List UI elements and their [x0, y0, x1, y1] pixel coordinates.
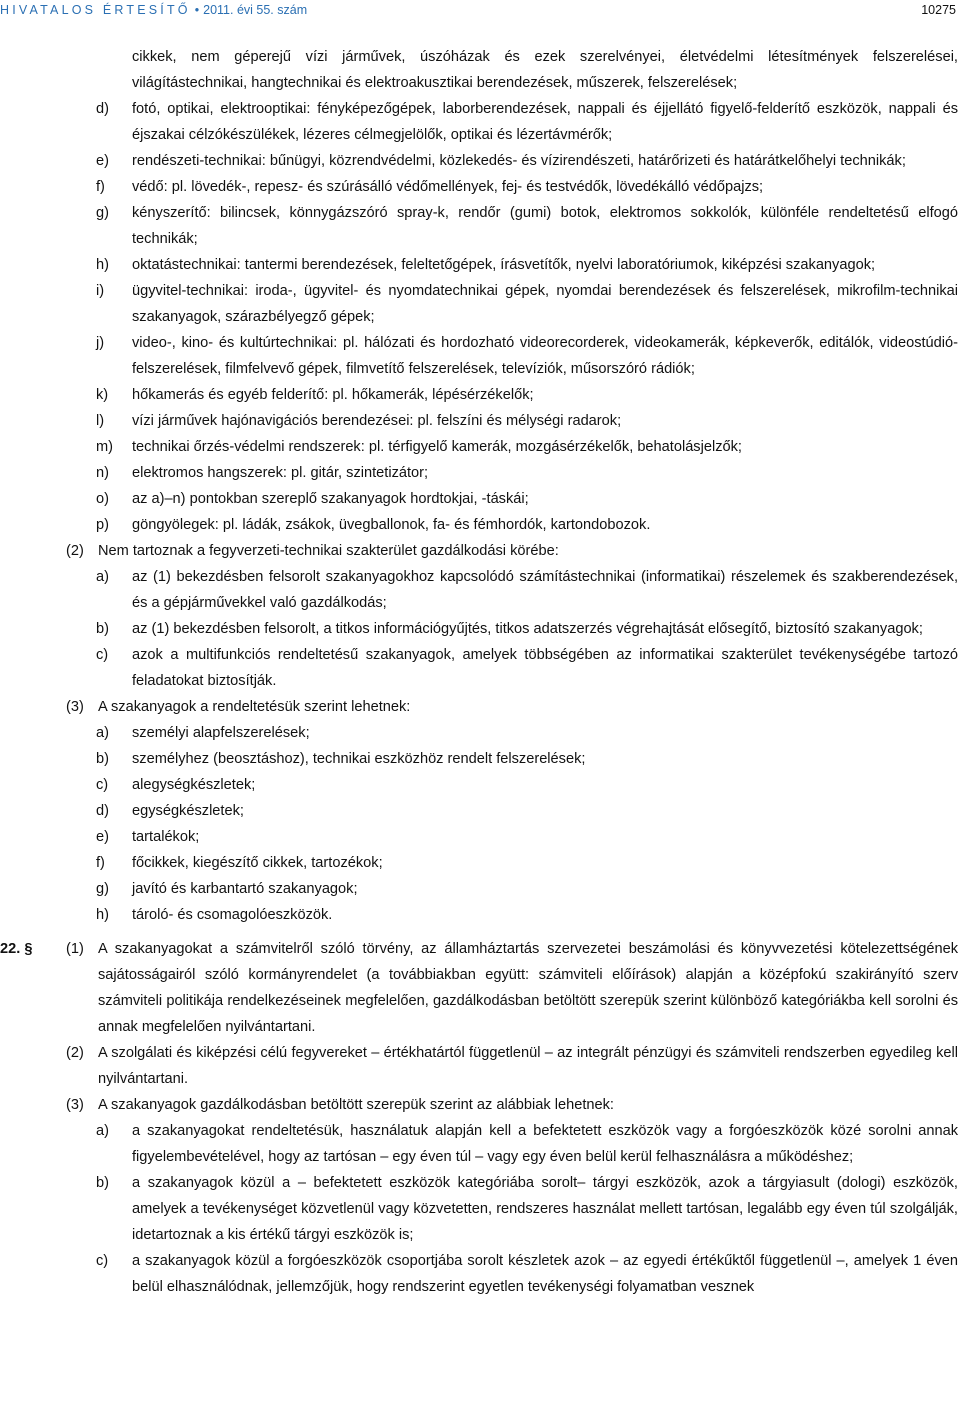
- header-separator: •: [194, 3, 200, 17]
- list-item: [0, 486, 958, 512]
- item-text: az a)–n) pontokban szereplő szakanyagok hordtokjai, -táskái;: [132, 491, 529, 507]
- item-text: az (1) bekezdésben felsorolt, a titkos információgyűjtés, titkos adatszerzés végrehajtását elősegítő, biztosító szakanyagok;: [132, 621, 923, 637]
- list-item: [0, 720, 958, 746]
- item-text: védő: pl. lövedék-, repesz- és szúrásálló védőmellények, fej- és testvédők, lövedékálló védőpajzs;: [132, 179, 764, 195]
- role-list: [0, 1118, 958, 1300]
- item-text: a szakanyagok közül a forgóeszközök csoportjába sorolt készletek azok – az egyedi értékűktől függetlenül –, amelyek 1 éven belül elhasználódnak, jellemzőjük, hogy rendszerint egyetlen tevékenységi folyamatban vesznek: [132, 1253, 958, 1295]
- intro-continuation: cikkek, nem géperejű vízi járművek, úszóházak és ezek szerelvényei, életvédelmi létesítmények felszerelései, világítástechnikai, hangtechnikai és elektroakusztikai berendezések, műszerek, felszerelések;: [132, 49, 958, 91]
- item-label: g): [96, 205, 109, 221]
- item-label: e): [96, 153, 109, 169]
- header-left: [0, 0, 307, 20]
- item-text: rendészeti-technikai: bűnügyi, közrendvédelmi, közlekedés- és vízirendészeti, határőrizeti és határátkelőhelyi technikák;: [132, 153, 906, 169]
- item-label: a): [96, 725, 109, 741]
- item-label: i): [96, 283, 105, 299]
- list-item: [0, 1170, 958, 1248]
- list-item: [0, 96, 958, 148]
- list-item: [0, 1248, 958, 1300]
- item-text: tároló- és csomagolóeszközök.: [132, 907, 333, 923]
- item-label: f): [96, 179, 105, 195]
- list-item: [0, 252, 958, 278]
- paragraph-label: (2): [66, 1045, 84, 1061]
- issue-number: 2011. évi 55. szám: [203, 3, 308, 17]
- list-item: [0, 382, 958, 408]
- item-text: elektromos hangszerek: pl. gitár, szintetizátor;: [132, 465, 429, 481]
- list-item: [0, 512, 958, 538]
- item-text: azok a multifunkciós rendeltetésű szakanyagok, amelyek többségében az informatikai szakterület tevékenységébe tartozó feladatokat biztosítják.: [132, 647, 958, 689]
- item-label: c): [96, 647, 109, 663]
- journal-title: HIVATALOS ÉRTESÍTŐ: [0, 3, 191, 17]
- list-item: [0, 902, 958, 928]
- item-label: c): [96, 777, 109, 793]
- item-label: m): [96, 439, 114, 455]
- list-item: [0, 772, 958, 798]
- item-label: j): [96, 335, 105, 351]
- item-label: f): [96, 855, 105, 871]
- list-item: [0, 200, 958, 252]
- item-text: tartalékok;: [132, 829, 200, 845]
- item-label: a): [96, 1123, 109, 1139]
- paragraph-text: A szakanyagok a rendeltetésük szerint lehetnek:: [98, 699, 411, 715]
- item-text: hőkamerás és egyéb felderítő: pl. hőkamerák, lépésérzékelők;: [132, 387, 534, 403]
- list-item: [0, 174, 958, 200]
- list-item: [0, 642, 958, 694]
- paragraph-text: A szolgálati és kiképzési célú fegyvereket – értékhatártól függetlenül – az integrált pénzügyi és számviteli rendszerben egyedileg kell nyilvántartani.: [98, 1045, 958, 1087]
- list-item: [0, 1118, 958, 1170]
- list-item: [0, 278, 958, 330]
- item-label: h): [96, 257, 109, 273]
- list-item: [0, 824, 958, 850]
- paragraph-text: Nem tartoznak a fegyverzeti-technikai szakterület gazdálkodási körébe:: [98, 543, 559, 559]
- item-text: ügyvitel-technikai: iroda-, ügyvitel- és nyomdatechnikai gépek, nyomdai berendezések és felszerelések, mikrofilm-technikai szakanyagok, szárazbélyegző gépek;: [132, 283, 958, 325]
- exclusion-list: [0, 564, 958, 694]
- purpose-list: [0, 720, 958, 928]
- list-item: [0, 746, 958, 772]
- item-text: személyhez (beosztáshoz), technikai eszközhöz rendelt felszerelések;: [132, 751, 586, 767]
- section-22-para-3: [0, 1092, 958, 1118]
- list-item: [0, 330, 958, 382]
- item-text: javító és karbantartó szakanyagok;: [132, 881, 358, 897]
- item-label: b): [96, 751, 109, 767]
- item-text: főcikkek, kiegészítő cikkek, tartozékok;: [132, 855, 383, 871]
- item-label: o): [96, 491, 109, 507]
- list-item: [0, 148, 958, 174]
- section-number: 22. §: [0, 941, 33, 957]
- item-label: e): [96, 829, 109, 845]
- list-item: [0, 616, 958, 642]
- page-number: 10275: [921, 3, 956, 17]
- item-text: személyi alapfelszerelések;: [132, 725, 310, 741]
- item-text: oktatástechnikai: tantermi berendezések, feleltetőgépek, írásvetítők, nyelvi laboratóriumok, kiképzési szakanyagok;: [132, 257, 876, 273]
- item-label: c): [96, 1253, 109, 1269]
- list-item: [0, 434, 958, 460]
- section-22-para-1: [0, 936, 958, 1040]
- item-text: egységkészletek;: [132, 803, 244, 819]
- item-label: g): [96, 881, 109, 897]
- list-item: [0, 876, 958, 902]
- item-text: kényszerítő: bilincsek, könnygázszóró spray-k, rendőr (gumi) botok, elektromos sokkolók, különféle rendeltetésű elfogó technikák;: [132, 205, 958, 247]
- item-label: b): [96, 1175, 109, 1191]
- item-text: a szakanyagokat rendeltetésük, használatuk alapján kell a befektetett eszközök vagy a forgóeszközök közé sorolni annak figyelembevételével, hogy az tartósan – egy éven túl – vagy egy éven belül kerül felhasználásra a működéshez;: [132, 1123, 958, 1165]
- item-label: h): [96, 907, 109, 923]
- item-label: n): [96, 465, 109, 481]
- list-item: [0, 798, 958, 824]
- paragraph-label: (3): [66, 1097, 84, 1113]
- item-text: alegységkészletek;: [132, 777, 256, 793]
- item-text: a szakanyagok közül a – befektetett eszközök kategóriába sorolt– tárgyi eszközök, azok a tárgyiasult (dologi) eszközök, amelyek a tevékenységet közvetlenül vagy közvetetten, rendszeres használat mellett tartósan, legalább egy éven túl szolgálják, idetartoznak a kis értékű tárgyi eszközök is;: [132, 1175, 958, 1243]
- paragraph-2: [0, 538, 958, 564]
- item-text: fotó, optikai, elektrooptikai: fényképezőgépek, laborberendezések, nappali és éjjellátó figyelő-felderítő eszközök, nappali és éjszakai célzókészülékek, lézeres célmegjelölők, optikai és lézertávmérők;: [132, 101, 958, 143]
- item-label: a): [96, 569, 109, 585]
- list-item: [0, 850, 958, 876]
- item-label: l): [96, 413, 105, 429]
- paragraph-label: (1): [66, 941, 84, 957]
- item-text: az (1) bekezdésben felsorolt szakanyagokhoz kapcsolódó számítástechnikai (informatikai) részelemek és szakberendezések, és a gépjárművekkel való gazdálkodás;: [132, 569, 958, 611]
- list-item: [0, 460, 958, 486]
- list-item: [0, 564, 958, 616]
- item-label: d): [96, 101, 109, 117]
- document-body: [0, 44, 958, 1300]
- section-22-para-2: [0, 1040, 958, 1092]
- item-text: video-, kino- és kultúrtechnikai: pl. hálózati és hordozható videorecorderek, videokamerák, képkeverők, editálók, videostúdió-felszerelések, filmfelvevő gépek, filmvetítő felszerelések, televíziók, műsorszóró rádiók;: [132, 335, 958, 377]
- item-label: d): [96, 803, 109, 819]
- item-text: vízi járművek hajónavigációs berendezései: pl. felszíni és mélységi radarok;: [132, 413, 622, 429]
- paragraph-text: A szakanyagokat a számvitelről szóló törvény, az államháztartás szervezetei beszámolási és könyvvezetési kötelezettségének sajátosságairól szóló kormányrendelet (a továbbiakban együtt: számviteli előírások) alapján a középfokú szakirányító szerv számviteli politikája rendelkezéseinek megfelelően, gazdálkodásban betöltött szerepük szerint különböző kategóriákba kell sorolni és annak megfelelően nyilvántartani.: [98, 941, 958, 1035]
- list-item: [0, 408, 958, 434]
- item-label: k): [96, 387, 109, 403]
- equipment-list: [0, 96, 958, 538]
- page-header: [0, 0, 960, 22]
- item-text: technikai őrzés-védelmi rendszerek: pl. térfigyelő kamerák, mozgásérzékelők, behatolásjelzők;: [132, 439, 742, 455]
- paragraph-3: [0, 694, 958, 720]
- paragraph-text: A szakanyagok gazdálkodásban betöltött szerepük szerint az alábbiak lehetnek:: [98, 1097, 614, 1113]
- paragraph-label: (3): [66, 699, 84, 715]
- item-text: göngyölegek: pl. ládák, zsákok, üvegballonok, fa- és fémhordók, kartondobozok.: [132, 517, 651, 533]
- item-label: p): [96, 517, 109, 533]
- item-label: b): [96, 621, 109, 637]
- paragraph-label: (2): [66, 543, 84, 559]
